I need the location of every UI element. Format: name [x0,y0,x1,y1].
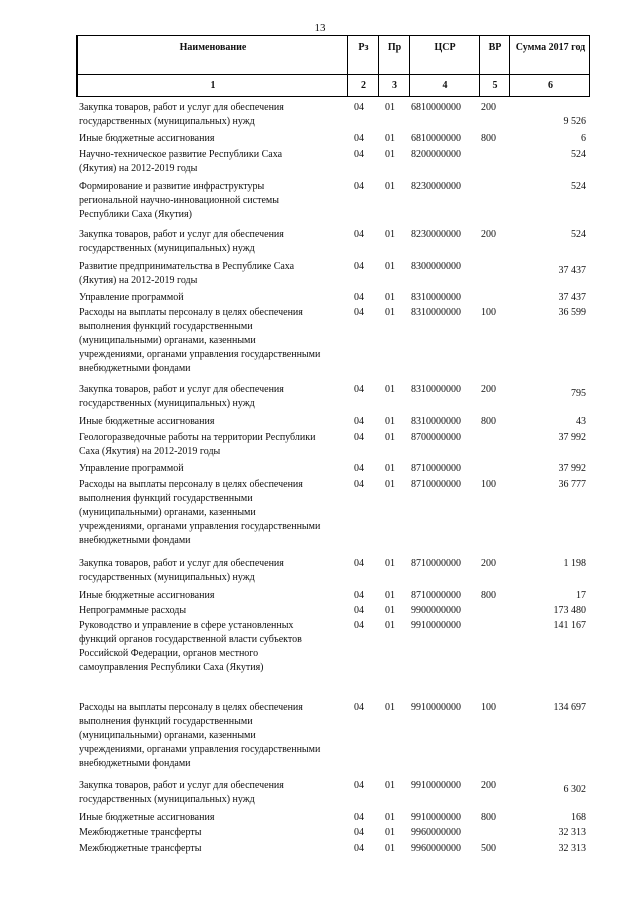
row-pr: 01 [385,384,395,395]
row-csr: 6810000000 [411,133,461,144]
row-name: Формирование и развитие инфраструктуры региональной научно-инновационной системы Республики Саха (Якутия) [79,181,279,220]
row-rz: 04 [354,133,364,144]
row-rz: 04 [354,812,364,823]
row-name: Расходы на выплаты персоналу в целях обеспечения выполнения функций государственными (муниципальными) органами, казенными учреждениями, органами управления государственными внебюджетными фондами [79,702,321,769]
row-sum: 1 198 [563,558,586,569]
row-pr: 01 [385,620,395,631]
row-pr: 01 [385,102,395,113]
row-name: Иные бюджетные ассигнования [79,133,215,144]
row-sum: 173 480 [553,605,586,616]
row-csr: 9900000000 [411,605,461,616]
row-pr: 01 [385,181,395,192]
row-csr: 8310000000 [411,384,461,395]
row-pr: 01 [385,261,395,272]
row-name: Научно-техническое развитие Республики Саха (Якутия) на 2012-2019 годы [79,149,283,174]
header-col-name [77,36,348,96]
row-sum: 37 992 [558,432,586,443]
row-name: Закупка товаров, работ и услуг для обеспечения государственных (муниципальных) нужд [79,229,284,254]
header-num-6: 6 [548,80,553,91]
row-vr: 800 [481,416,496,427]
row-pr: 01 [385,827,395,838]
header-col-vr [479,36,510,96]
header-pr: Пр [387,42,402,53]
row-csr: 8700000000 [411,432,461,443]
header-num-1: 1 [210,80,216,91]
row-sum: 36 599 [558,307,586,318]
row-vr: 200 [481,558,496,569]
row-vr: 100 [481,479,496,490]
row-sum: 17 [576,590,586,601]
row-rz: 04 [354,292,364,303]
row-name: Закупка товаров, работ и услуг для обеспечения государственных (муниципальных) нужд [79,780,284,805]
row-pr: 01 [385,432,395,443]
row-csr: 8300000000 [411,261,461,272]
row-name: Расходы на выплаты персоналу в целях обеспечения выполнения функций государственными (муниципальными) органами, казенными учреждениями, органами управления государственными внебюджетными фондами [79,479,321,546]
header-col-sum [509,36,591,96]
row-pr: 01 [385,780,395,791]
row-csr: 8710000000 [411,558,461,569]
row-vr: 100 [481,702,496,713]
header-num-2: 2 [361,80,366,91]
row-pr: 01 [385,702,395,713]
row-name: Непрограммные расходы [79,605,187,616]
row-csr: 8710000000 [411,479,461,490]
row-csr: 9910000000 [411,620,461,631]
row-sum: 524 [571,229,586,240]
row-pr: 01 [385,416,395,427]
row-sum: 43 [576,416,586,427]
row-vr: 200 [481,780,496,791]
row-rz: 04 [354,605,364,616]
row-rz: 04 [354,229,364,240]
row-csr: 8710000000 [411,463,461,474]
row-name: Иные бюджетные ассигнования [79,416,215,427]
row-rz: 04 [354,102,364,113]
row-name: Развитие предпринимательства в Республике Саха (Якутия) на 2012-2019 годы [79,261,295,286]
row-sum: 795 [571,388,586,399]
header-name: Наименование [179,42,247,53]
header-col-rz [347,36,379,96]
row-name: Закупка товаров, работ и услуг для обеспечения государственных (муниципальных) нужд [79,102,284,127]
row-sum: 32 313 [558,843,586,854]
row-rz: 04 [354,620,364,631]
row-name: Иные бюджетные ассигнования [79,812,215,823]
row-name: Закупка товаров, работ и услуг для обеспечения государственных (муниципальных) нужд [79,558,284,583]
row-sum: 32 313 [558,827,586,838]
row-csr: 9960000000 [411,827,461,838]
row-rz: 04 [354,384,364,395]
row-pr: 01 [385,307,395,318]
row-name: Управление программой [79,292,184,303]
row-name: Закупка товаров, работ и услуг для обеспечения государственных (муниципальных) нужд [79,384,284,409]
row-name: Расходы на выплаты персоналу в целях обеспечения выполнения функций государственными (муниципальными) органами, казенными учреждениями, органами управления государственными внебюджетными фондами [79,307,321,374]
row-rz: 04 [354,261,364,272]
table-header [76,35,590,97]
row-pr: 01 [385,590,395,601]
row-sum: 37 992 [558,463,586,474]
row-csr: 9910000000 [411,780,461,791]
row-pr: 01 [385,558,395,569]
row-name: Иные бюджетные ассигнования [79,590,215,601]
header-num-3: 3 [392,80,397,91]
row-csr: 8310000000 [411,292,461,303]
row-sum: 37 437 [558,292,586,303]
row-pr: 01 [385,463,395,474]
row-csr: 8230000000 [411,229,461,240]
row-sum: 141 167 [553,620,586,631]
row-csr: 8230000000 [411,181,461,192]
row-sum: 36 777 [558,479,586,490]
row-csr: 8710000000 [411,590,461,601]
row-csr: 9910000000 [411,702,461,713]
row-pr: 01 [385,229,395,240]
header-vr: ВР [488,42,502,53]
row-name: Руководство и управление в сфере установленных функций органов государственной власти субъектов Российской Федерации, органов местного самоуправления Республики Саха (Якутия) [79,620,302,673]
row-sum: 6 [581,133,586,144]
row-pr: 01 [385,292,395,303]
row-sum: 37 437 [558,265,586,276]
row-csr: 8310000000 [411,416,461,427]
row-rz: 04 [354,558,364,569]
header-num-5: 5 [492,80,498,91]
header-sum: Сумма 2017 год [515,42,586,53]
row-name: Управление программой [79,463,184,474]
row-vr: 200 [481,229,496,240]
row-csr: 9960000000 [411,843,461,854]
row-rz: 04 [354,702,364,713]
row-vr: 200 [481,102,496,113]
row-sum: 524 [571,149,586,160]
header-col-csr [409,36,480,96]
row-rz: 04 [354,780,364,791]
row-sum: 168 [571,812,586,823]
row-sum: 134 697 [553,702,586,713]
row-rz: 04 [354,463,364,474]
row-pr: 01 [385,479,395,490]
row-rz: 04 [354,590,364,601]
row-rz: 04 [354,827,364,838]
row-vr: 100 [481,307,496,318]
row-rz: 04 [354,479,364,490]
row-pr: 01 [385,605,395,616]
row-rz: 04 [354,149,364,160]
row-name: Геологоразведочные работы на территории Республики Саха (Якутия) на 2012-2019 годы [79,432,316,457]
row-sum: 6 302 [563,784,586,795]
row-pr: 01 [385,149,395,160]
row-rz: 04 [354,843,364,854]
row-sum: 524 [571,181,586,192]
row-name: Межбюджетные трансферты [79,843,202,854]
row-pr: 01 [385,843,395,854]
row-rz: 04 [354,416,364,427]
row-vr: 800 [481,812,496,823]
row-rz: 04 [354,307,364,318]
row-pr: 01 [385,812,395,823]
row-vr: 500 [481,843,496,854]
row-csr: 6810000000 [411,102,461,113]
row-pr: 01 [385,133,395,144]
row-vr: 800 [481,133,496,144]
row-vr: 200 [481,384,496,395]
row-csr: 9910000000 [411,812,461,823]
row-name: Межбюджетные трансферты [79,827,202,838]
row-rz: 04 [354,181,364,192]
row-vr: 800 [481,590,496,601]
row-rz: 04 [354,432,364,443]
header-csr: ЦСР [434,42,456,53]
header-rz: Рз [358,42,369,53]
row-sum: 9 526 [563,116,586,127]
header-col-pr [378,36,410,96]
row-csr: 8200000000 [411,149,461,160]
page-number: 13 [314,22,326,34]
row-csr: 8310000000 [411,307,461,318]
header-num-4: 4 [442,80,448,91]
